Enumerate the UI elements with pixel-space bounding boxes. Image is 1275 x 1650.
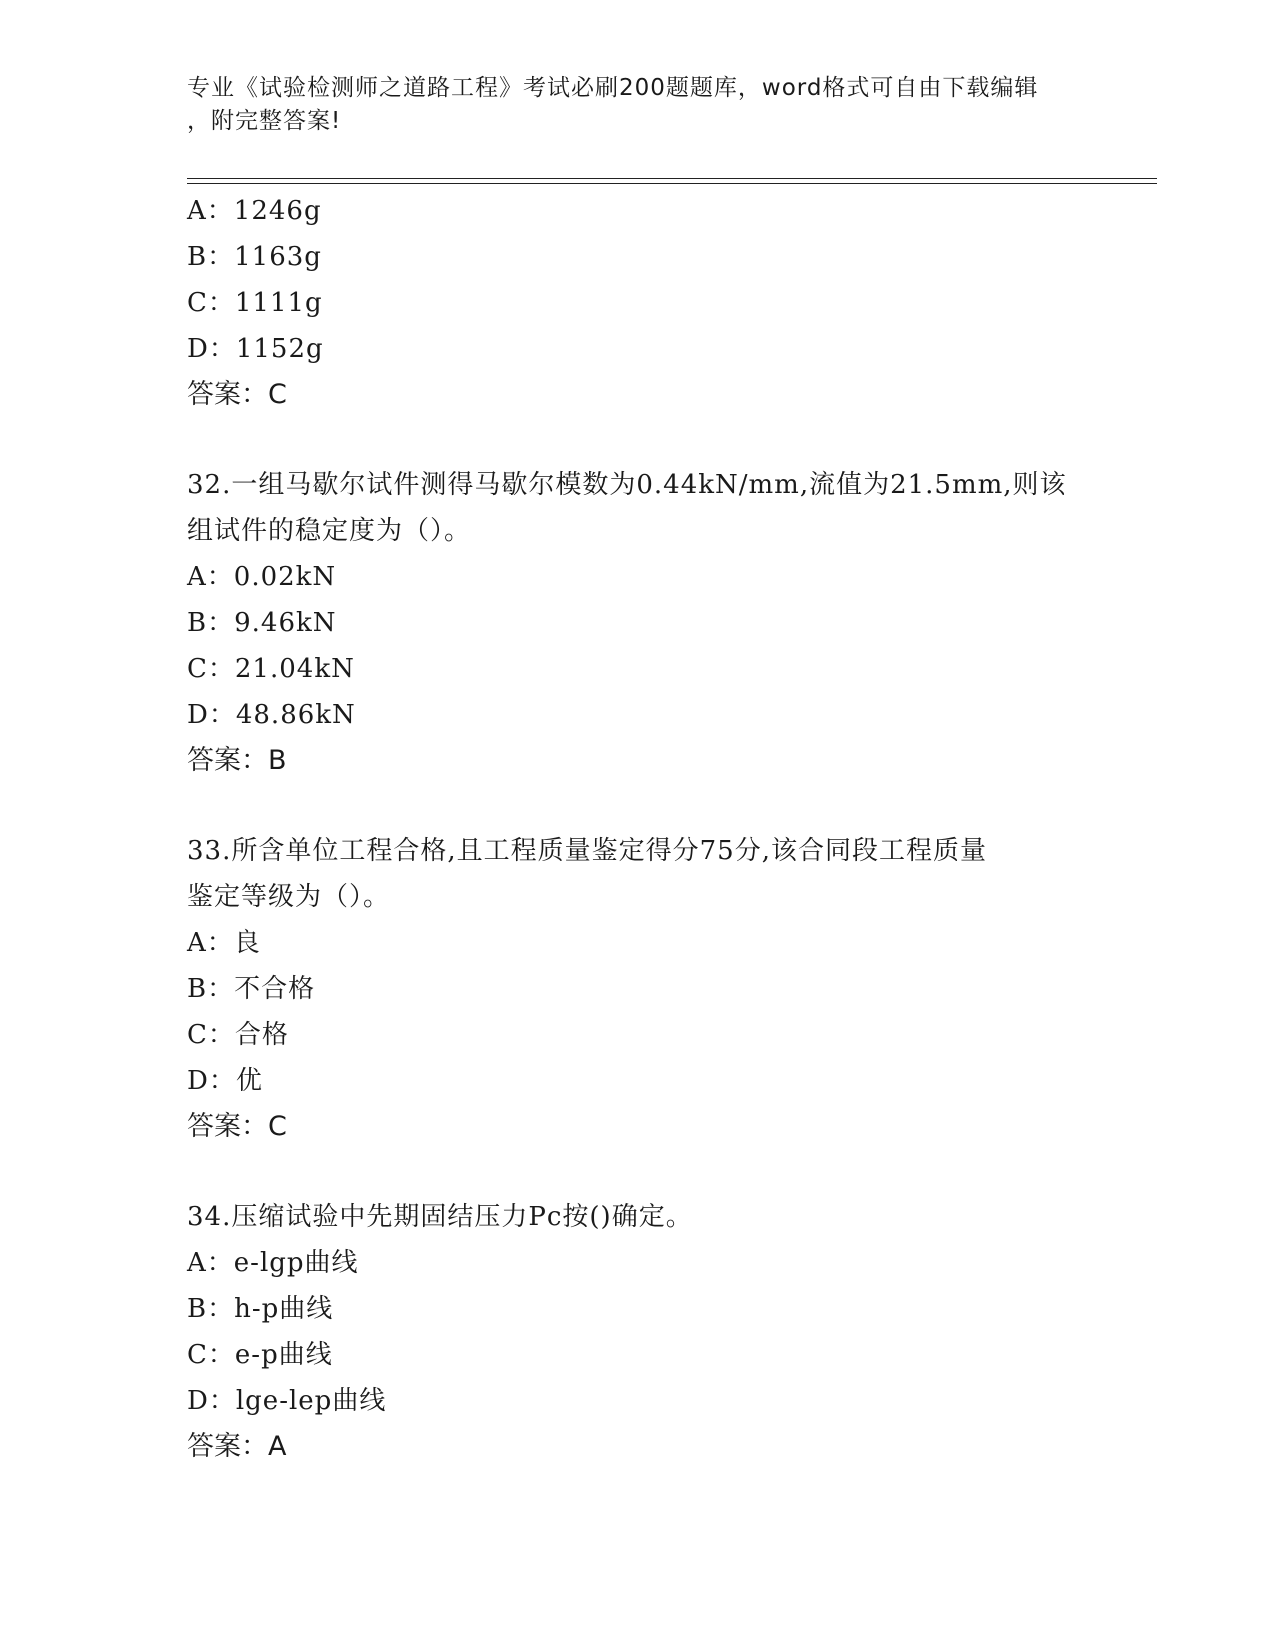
answer-line: 答案：B bbox=[187, 745, 287, 776]
option-d: D：1152g bbox=[187, 334, 324, 364]
option-a: A：e-lgp曲线 bbox=[187, 1248, 359, 1278]
spacer bbox=[187, 784, 1087, 828]
header-title-line2: ，附完整答案! bbox=[187, 108, 342, 134]
question-list bbox=[187, 188, 1087, 1470]
option-b: B：1163g bbox=[187, 242, 322, 272]
document-header bbox=[187, 72, 1087, 138]
option-d: D：lge-lep曲线 bbox=[187, 1386, 387, 1416]
option-c: C：合格 bbox=[187, 1020, 289, 1050]
question-block-31 bbox=[187, 188, 1087, 418]
question-stem-line1: 33.所含单位工程合格,且工程质量鉴定得分75分,该合同段工程质量 bbox=[187, 836, 987, 866]
option-b: B：h-p曲线 bbox=[187, 1294, 334, 1324]
answer-line: 答案：C bbox=[187, 1111, 287, 1142]
option-a: A：1246g bbox=[187, 196, 322, 226]
question-stem-line1: 34.压缩试验中先期固结压力Pc按()确定。 bbox=[187, 1202, 693, 1232]
answer-line: 答案：C bbox=[187, 379, 287, 410]
question-block-33 bbox=[187, 828, 1087, 1150]
option-a: A：0.02kN bbox=[187, 562, 337, 592]
option-a: A：良 bbox=[187, 928, 261, 958]
option-c: C：1111g bbox=[187, 288, 323, 318]
question-stem-line1: 32.一组马歇尔试件测得马歇尔模数为0.44kN/mm,流值为21.5mm,则该 bbox=[187, 470, 1067, 500]
header-divider-top bbox=[187, 178, 1157, 179]
header-title-line1: 专业《试验检测师之道路工程》考试必刷200题题库，word格式可自由下载编辑 bbox=[187, 75, 1039, 101]
option-c: C：21.04kN bbox=[187, 654, 355, 684]
option-b: B：不合格 bbox=[187, 974, 316, 1004]
question-block-34 bbox=[187, 1194, 1087, 1470]
option-d: D：48.86kN bbox=[187, 700, 356, 730]
option-b: B：9.46kN bbox=[187, 608, 337, 638]
option-d: D：优 bbox=[187, 1066, 263, 1096]
answer-line: 答案：A bbox=[187, 1431, 287, 1462]
question-stem-line2: 鉴定等级为（）。 bbox=[187, 882, 391, 912]
spacer bbox=[187, 418, 1087, 462]
option-c: C：e-p曲线 bbox=[187, 1340, 333, 1370]
spacer bbox=[187, 1150, 1087, 1194]
question-stem-line2: 组试件的稳定度为（）。 bbox=[187, 516, 472, 546]
header-divider-bottom bbox=[187, 183, 1157, 184]
question-block-32 bbox=[187, 462, 1087, 784]
